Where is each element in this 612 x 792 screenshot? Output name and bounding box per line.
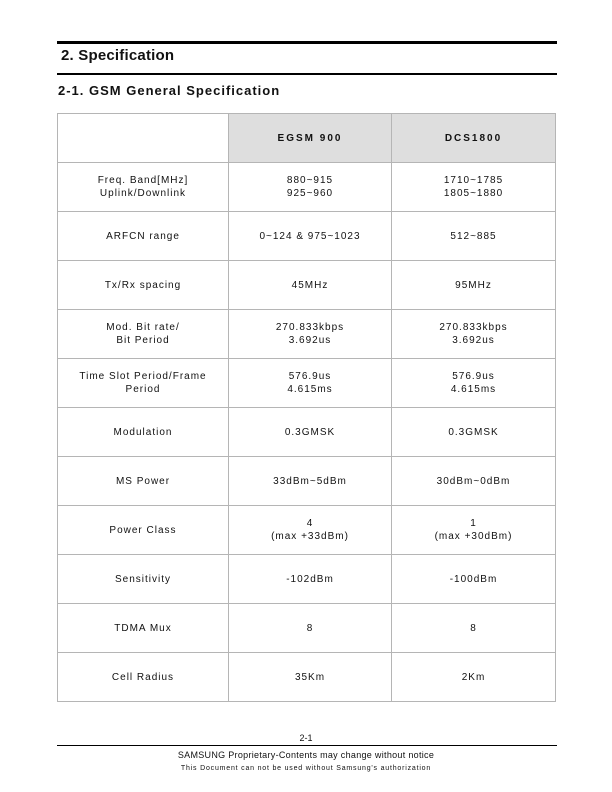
- row-label: [58, 163, 229, 212]
- egsm900-value-line: (max +33dBm): [271, 531, 349, 542]
- egsm900-value: [229, 555, 392, 604]
- egsm900-value-line: 270.833kbps: [275, 322, 345, 333]
- dcs1800-value-line: -100dBm: [449, 573, 498, 585]
- row-label: [58, 212, 229, 261]
- row-label-line: ARFCN range: [106, 230, 180, 242]
- dcs1800-value: [392, 261, 556, 310]
- egsm900-value-line: 576.9us: [288, 371, 332, 382]
- dcs1800-value-line: 1710~1785: [443, 175, 504, 186]
- top-rule: [57, 41, 557, 44]
- footer-notice: SAMSUNG Proprietary-Contents may change without notice: [177, 750, 435, 760]
- row-label: [58, 555, 229, 604]
- table-header-row: [58, 114, 556, 163]
- row-label: [58, 653, 229, 702]
- egsm900-value: [229, 653, 392, 702]
- footer-authorization: This Document can not be used without Samsung's authorization: [180, 765, 432, 772]
- table-row: [58, 653, 556, 702]
- subsection-title: 2-1. GSM General Specification: [58, 83, 281, 98]
- column-header-egsm900: EGSM 900: [229, 114, 392, 163]
- dcs1800-value: [392, 212, 556, 261]
- row-label-line: Bit Period: [116, 335, 170, 346]
- dcs1800-value: [392, 359, 556, 408]
- row-label-line: Sensitivity: [114, 573, 171, 585]
- dcs1800-value: [392, 653, 556, 702]
- dcs1800-value: [392, 408, 556, 457]
- row-label-line: Tx/Rx spacing: [104, 279, 182, 291]
- egsm900-value-line: 3.692us: [288, 335, 332, 346]
- egsm900-value: [229, 604, 392, 653]
- gsm-spec-table: [57, 113, 556, 702]
- row-label: [58, 310, 229, 359]
- row-label: [58, 457, 229, 506]
- egsm900-value-line: 0.3GMSK: [284, 426, 336, 438]
- egsm900-value-line: 8: [306, 622, 314, 634]
- table-row: [58, 310, 556, 359]
- row-label: [58, 359, 229, 408]
- table-row: [58, 212, 556, 261]
- egsm900-value: [229, 212, 392, 261]
- table-row: [58, 163, 556, 212]
- table-row: [58, 555, 556, 604]
- row-label-line: TDMA Mux: [114, 622, 172, 634]
- dcs1800-value: [392, 604, 556, 653]
- section-title: 2. Specification: [61, 47, 175, 64]
- egsm900-value-line: 925~960: [286, 188, 334, 199]
- egsm900-value-line: 35Km: [294, 671, 326, 683]
- table-row: [58, 359, 556, 408]
- row-label-line: Freq. Band[MHz]: [97, 175, 189, 186]
- dcs1800-value: [392, 163, 556, 212]
- egsm900-value-line: 880~915: [286, 175, 334, 186]
- dcs1800-value: [392, 310, 556, 359]
- row-label-line: Power Class: [109, 524, 177, 536]
- egsm900-value: [229, 408, 392, 457]
- row-label-line: Uplink/Downlink: [99, 188, 187, 199]
- dcs1800-value-line: 8: [470, 622, 477, 634]
- egsm900-value: [229, 261, 392, 310]
- egsm900-value-line: 4: [306, 518, 314, 529]
- row-label: [58, 408, 229, 457]
- egsm900-value-line: 33dBm~5dBm: [273, 475, 347, 487]
- row-label-line: Modulation: [113, 426, 173, 438]
- egsm900-value-line: 45MHz: [291, 279, 329, 291]
- page-number: 2-1: [299, 733, 313, 743]
- row-label: [58, 506, 229, 555]
- dcs1800-value: [392, 457, 556, 506]
- egsm900-value-line: 4.615ms: [287, 384, 333, 395]
- footer-rule: [57, 745, 557, 746]
- dcs1800-value-line: 1: [470, 518, 477, 529]
- dcs1800-value: [392, 506, 556, 555]
- dcs1800-value-line: 2Km: [461, 671, 486, 683]
- table-row: [58, 261, 556, 310]
- row-label-line: Cell Radius: [111, 671, 175, 683]
- egsm900-value: [229, 506, 392, 555]
- table-corner-cell: [58, 114, 229, 163]
- column-header-dcs1800: DCS1800: [392, 114, 556, 163]
- row-label: [58, 261, 229, 310]
- dcs1800-value-line: 270.833kbps: [439, 322, 508, 333]
- table-row: [58, 506, 556, 555]
- table-row: [58, 408, 556, 457]
- egsm900-value-line: 0~124 & 975~1023: [259, 230, 361, 242]
- row-label-line: Period: [125, 384, 161, 395]
- row-label-line: Mod. Bit rate/: [106, 322, 180, 333]
- dcs1800-value-line: 1805~1880: [443, 188, 504, 199]
- dcs1800-value-line: 4.615ms: [450, 384, 497, 395]
- egsm900-value: [229, 457, 392, 506]
- egsm900-value: [229, 163, 392, 212]
- dcs1800-value-line: 3.692us: [452, 335, 495, 346]
- row-label: [58, 604, 229, 653]
- table-row: [58, 604, 556, 653]
- dcs1800-value-line: 512~885: [450, 230, 497, 242]
- dcs1800-value-line: 30dBm~0dBm: [436, 475, 511, 487]
- dcs1800-value: [392, 555, 556, 604]
- table-body: [58, 163, 556, 702]
- egsm900-value-line: -102dBm: [286, 573, 334, 585]
- egsm900-value: [229, 310, 392, 359]
- dcs1800-value-line: 0.3GMSK: [448, 426, 499, 438]
- dcs1800-value-line: (max +30dBm): [434, 531, 513, 542]
- section-rule: [57, 73, 557, 75]
- row-label-line: Time Slot Period/Frame: [79, 371, 207, 382]
- dcs1800-value-line: 576.9us: [452, 371, 495, 382]
- row-label-line: MS Power: [115, 475, 171, 487]
- table-row: [58, 457, 556, 506]
- egsm900-value: [229, 359, 392, 408]
- dcs1800-value-line: 95MHz: [455, 279, 492, 291]
